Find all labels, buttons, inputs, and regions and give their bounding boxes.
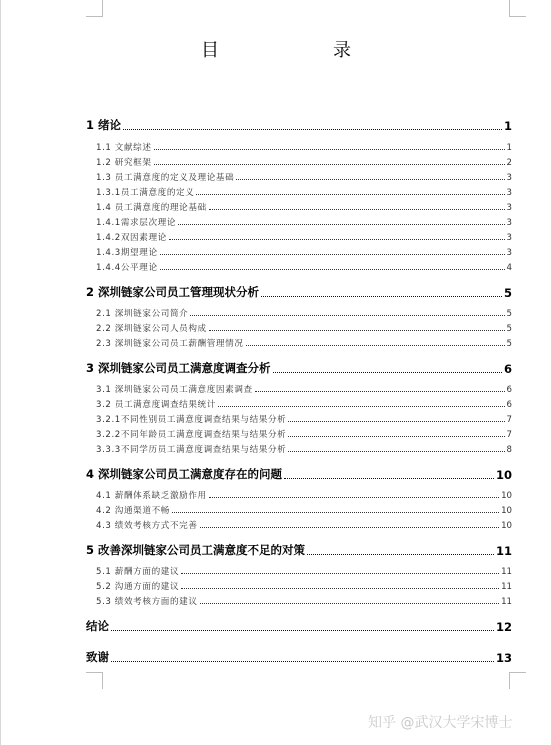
toc-page-number: 3 xyxy=(506,218,512,228)
toc-entry-label: 5.2 沟通方面的建议 xyxy=(96,582,180,592)
toc-dot-leader xyxy=(181,588,499,589)
toc-entry-label: 2.2 深圳链家公司人员构成 xyxy=(96,324,207,334)
toc-entry-section[interactable] xyxy=(86,156,512,168)
toc-entry-section[interactable] xyxy=(86,398,512,410)
toc-entry-chapter[interactable] xyxy=(86,618,512,634)
toc-entry-section[interactable] xyxy=(86,231,512,243)
toc-entry-label: 1.1 文献综述 xyxy=(96,143,152,153)
toc-entry-section[interactable] xyxy=(86,504,512,516)
toc-page-number: 8 xyxy=(506,445,512,455)
crop-mark-bottom-right xyxy=(509,672,526,689)
toc-page-number: 10 xyxy=(495,468,512,482)
toc-entry-label: 2.3 深圳链家公司员工薪酬管理情况 xyxy=(96,339,244,349)
toc-entry-chapter[interactable] xyxy=(86,466,512,482)
toc-page-number: 11 xyxy=(501,597,512,607)
toc-entry-section[interactable] xyxy=(86,307,512,319)
toc-dot-leader xyxy=(218,406,505,407)
toc-dot-leader xyxy=(111,661,494,662)
toc-dot-leader xyxy=(255,391,505,392)
toc-page-number: 10 xyxy=(501,491,512,501)
toc-entry-label: 致谢 xyxy=(86,650,109,664)
toc-entry-label: 1.2 研究框架 xyxy=(96,158,152,168)
toc-dot-leader xyxy=(154,149,505,150)
toc-dot-leader xyxy=(154,164,505,165)
toc-page-number: 6 xyxy=(503,362,512,376)
toc-entry-label: 3.1 深圳链家公司员工满意度因素调查 xyxy=(96,385,253,395)
toc-entry-label: 结论 xyxy=(86,619,109,633)
toc-page-number: 1 xyxy=(506,143,512,153)
toc-page-number: 3 xyxy=(506,203,512,213)
toc-entry-chapter[interactable] xyxy=(86,117,512,133)
toc-dot-leader xyxy=(307,554,494,555)
toc-entry-label: 4.2 沟通渠道不畅 xyxy=(96,506,170,516)
toc-entry-label: 1.3.1员工满意度的定义 xyxy=(96,188,195,198)
toc-dot-leader xyxy=(111,630,494,631)
toc-entry-section[interactable] xyxy=(86,261,512,273)
toc-entry-label: 5.1 薪酬方面的建议 xyxy=(96,567,180,577)
toc-entry-section[interactable] xyxy=(86,489,512,501)
toc-dot-leader xyxy=(178,224,505,225)
toc-entry-label: 5 改善深圳链家公司员工满意度不足的对策 xyxy=(86,543,306,557)
toc-page-number: 3 xyxy=(506,248,512,258)
toc-entry-label: 1.4.2双因素理论 xyxy=(96,233,167,243)
toc-entry-section[interactable] xyxy=(86,443,512,455)
toc-entry-section[interactable] xyxy=(86,383,512,395)
toc-entry-label: 3.2 员工满意度调查结果统计 xyxy=(96,400,216,410)
toc-dot-leader xyxy=(209,209,505,210)
toc-entry-section[interactable] xyxy=(86,186,512,198)
toc-dot-leader xyxy=(200,603,500,604)
toc-page-number: 7 xyxy=(506,430,512,440)
page-edge-left xyxy=(0,0,1,745)
crop-mark-top-right xyxy=(509,0,526,17)
toc-entry-label: 1.4 员工满意度的理论基础 xyxy=(96,203,207,213)
toc-entry-section[interactable] xyxy=(86,413,512,425)
toc-entry-section[interactable] xyxy=(86,216,512,228)
toc-dot-leader xyxy=(169,239,505,240)
toc-page-number: 7 xyxy=(506,415,512,425)
toc-page-number: 6 xyxy=(506,385,512,395)
toc-page-number: 5 xyxy=(506,324,512,334)
toc-page-number: 5 xyxy=(506,309,512,319)
toc-entry-section[interactable] xyxy=(86,580,512,592)
toc-dot-leader xyxy=(209,330,505,331)
toc-dot-leader xyxy=(123,129,502,130)
toc-entry-label: 4 深圳链家公司员工满意度存在的问题 xyxy=(86,467,283,481)
toc-entry-section[interactable] xyxy=(86,565,512,577)
toc-title: 目 录 xyxy=(201,40,377,61)
toc-entry-label: 3 深圳链家公司员工满意度调查分析 xyxy=(86,361,271,375)
toc-dot-leader xyxy=(160,269,505,270)
toc-entry-label: 3.2.1不同性别员工满意度调查结果与结果分析 xyxy=(96,415,287,425)
toc-page-number: 11 xyxy=(501,582,512,592)
toc-page-number: 2 xyxy=(506,158,512,168)
toc-page-number: 11 xyxy=(495,544,512,558)
toc-entry-section[interactable] xyxy=(86,201,512,213)
toc-entry-label: 2 深圳链家公司员工管理现状分析 xyxy=(86,285,260,299)
toc-entry-label: 4.3 绩效考核方式不完善 xyxy=(96,521,198,531)
toc-page-number: 3 xyxy=(506,188,512,198)
toc-dot-leader xyxy=(288,451,504,452)
toc-page-number: 5 xyxy=(503,286,512,300)
toc-entry-section[interactable] xyxy=(86,519,512,531)
toc-entry-section[interactable] xyxy=(86,246,512,258)
toc-dot-leader xyxy=(288,421,504,422)
toc-dot-leader xyxy=(236,179,504,180)
toc-dot-leader xyxy=(288,436,504,437)
toc-entry-label: 1.4.1需求层次理论 xyxy=(96,218,177,228)
toc-page-number: 11 xyxy=(501,567,512,577)
toc-entry-chapter[interactable] xyxy=(86,649,512,665)
toc-page-number: 3 xyxy=(506,233,512,243)
toc-entry-section[interactable] xyxy=(86,322,512,334)
toc-entry-chapter[interactable] xyxy=(86,542,512,558)
toc-entry-label: 1.4.4公平理论 xyxy=(96,263,158,273)
watermark: 知乎 @武汉大学宋博士 xyxy=(368,715,513,731)
toc-page-number: 4 xyxy=(506,263,512,273)
crop-mark-top-left xyxy=(86,0,103,17)
toc-entry-section[interactable] xyxy=(86,337,512,349)
toc-entry-label: 1 绪论 xyxy=(86,118,122,132)
toc-entry-section[interactable] xyxy=(86,595,512,607)
toc-dot-leader xyxy=(196,194,504,195)
toc-dot-leader xyxy=(284,478,494,479)
toc-entry-section[interactable] xyxy=(86,141,512,153)
toc-dot-leader xyxy=(246,345,505,346)
toc-page-number: 5 xyxy=(506,339,512,349)
toc-entry-chapter[interactable] xyxy=(86,284,512,300)
toc-page-number: 10 xyxy=(501,521,512,531)
toc-dot-leader xyxy=(200,527,500,528)
toc-entry-chapter[interactable] xyxy=(86,360,512,376)
crop-mark-bottom-left xyxy=(86,672,103,689)
toc-page-number: 10 xyxy=(501,506,512,516)
toc-entry-label: 3.3.3不同学历员工满意度调查结果与结果分析 xyxy=(96,445,287,455)
toc-dot-leader xyxy=(172,512,499,513)
toc-page-number: 3 xyxy=(506,173,512,183)
toc-dot-leader xyxy=(273,372,502,373)
toc-entry-section[interactable] xyxy=(86,171,512,183)
toc-dot-leader xyxy=(209,497,499,498)
toc-dot-leader xyxy=(181,573,499,574)
toc-dot-leader xyxy=(190,315,504,316)
toc-entry-label: 1.4.3期望理论 xyxy=(96,248,158,258)
toc-entry-label: 3.2.2不同年龄员工满意度调查结果与结果分析 xyxy=(96,430,287,440)
toc-page-number: 13 xyxy=(495,651,512,665)
toc-entry-label: 4.1 薪酬体系缺乏激励作用 xyxy=(96,491,207,501)
toc-entry-label: 1.3 员工满意度的定义及理论基础 xyxy=(96,173,235,183)
toc-entry-label: 5.3 绩效考核方面的建议 xyxy=(96,597,198,607)
toc-page-number: 1 xyxy=(503,119,512,133)
toc-entry-section[interactable] xyxy=(86,428,512,440)
toc-entry-label: 2.1 深圳链家公司简介 xyxy=(96,309,189,319)
toc-dot-leader xyxy=(160,254,505,255)
toc-dot-leader xyxy=(261,296,502,297)
toc-page-number: 6 xyxy=(506,400,512,410)
toc-page-number: 12 xyxy=(495,620,512,634)
